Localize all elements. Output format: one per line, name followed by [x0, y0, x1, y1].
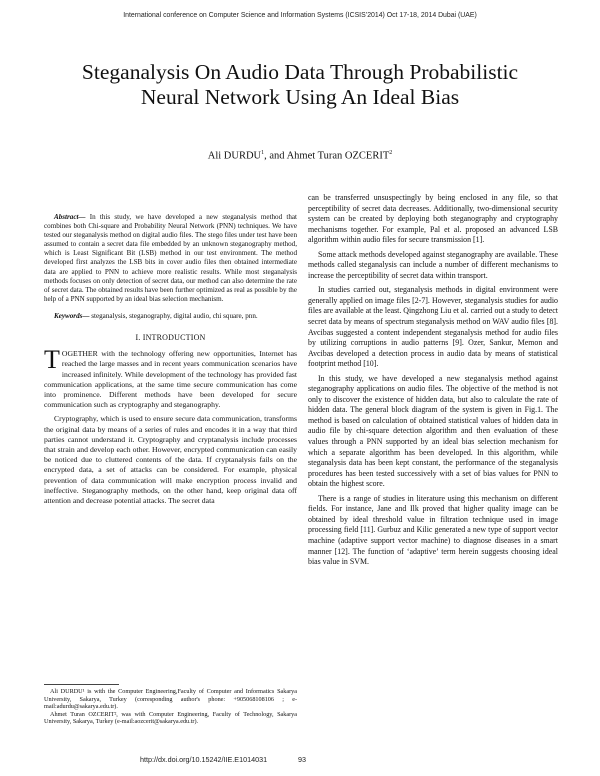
page-number: 93: [298, 755, 306, 764]
author-1: Ali DURDU: [207, 150, 262, 162]
footnote-author-2: Ahmet Turan OZCERIT², was with Computer Engineering, Faculty of Technology, Sakarya University, Sakarya, Turkey (e-mail:aozcerit@sakarya.edu.tr).: [44, 710, 297, 726]
keywords-text: steganalysis, steganography, digital audio, chi square, pnn.: [89, 311, 258, 320]
doi-link[interactable]: http://dx.doi.org/10.15242/IIE.E1014031: [140, 755, 268, 764]
abstract-text: In this study, we have developed a new steganalysis method that combines both Chi-square and Probability Neural Network (PNN) techniques. We have tested our steganalysis method on digital audio files. The stego files under test have been assumed to contain a secret data file embedded by an unknown steganography method, which is Least Significant Bit (LSB) method in our test environment. The method developed first analyzes the LSB bits in cover audio files then obtained intermediate data are applied to PNN to achieve more realistic results. While most steganalysis methods focuses on only detection of secret data, our method can also determine the rate of secret data. The obtained results have been further optimized as real as possible by the help of a PNN supported by an ideal bias selection mechanism.: [44, 213, 297, 303]
body-paragraph-4: In this study, we have developed a new steganalysis method against steganography applications on audio files. The objective of the method is not only to discover the existence of hidden data, but also to calculate the rate of hidden data. The general block diagram of the system is given in Fig.1. The method is based on calculation of obtained statistical values of hidden data in audio file by chi-square detection algorithm and then evaluation of these values through a PNN supported by an ideal bias selection mechanism for which a separate algorithm has been developed. In this algorithm, while steganalysis data has been kept constant, the performance of the steganalysis procedures has been tested successively with a set of bias values for PNN to obtain the highest score.: [308, 373, 558, 489]
footnote-divider: [44, 684, 119, 685]
intro-paragraph-1-text: OGETHER with the technology offering new opportunities, Internet has reached the large masses and in recent years communication scenarios have increased infinitely. While development of the technology has provided fast communication applications, at the same time secure communication has come into prominence. Different methods have been developed for secure communication such as cryptography and steganography.: [44, 349, 297, 410]
body-paragraph-3: In studies carried out, steganalysis methods in digital environment were generally applied on image files [2-7]. However, steganalysis studies for audio files are available at the least. Qingzhong Liu et al. carried out a study to detect secret data by means of spectrum steganalysis method on WAV audio files [8]. Avcibas suggested a content independent steganalysis method for audio files by utilizing corruptions in audio patterns [9]. Ozer, Sankur, Memon and Avcibas developed a detection process in audio data by means of statistical footprint method [10].: [308, 285, 558, 369]
intro-paragraph-2: Cryptography, which is used to ensure secure data communication, transforms the original data by means of a series of rules and encodes it in a way that third parties cannot understand it. Cryptography and cryptanalysis include processes that strain and develop each other. However, encrypted communication can easily be noticed due to cluttered contents of the data. If cryptanalysis fails on the encrypted data, a set of attacks can be considered. For example, physical prevention of data communication will make encryption process invalid and ineffective. Steganography methods, on the other hand, keep original data off attention and decrease potential attacks. The secret data: [44, 414, 297, 506]
right-column: [308, 193, 558, 572]
footnotes: [44, 688, 297, 726]
abstract: [44, 213, 297, 304]
keywords-label: Keywords—: [54, 311, 90, 320]
paper-title: Steganalysis On Audio Data Through Probabilistic Neural Network Using An Ideal Bias: [81, 60, 519, 109]
body-paragraph-1: can be transferred unsuspectingly by being enclosed in any file, so that perceptibility of secret data decreases. Additionally, two-dimensional security system can be created by deploying both steganography and cryptography mechanisms together. For example, Pal et al. proposed an advanced LSB algorithm within audio files for secure transmission [1].: [308, 193, 558, 245]
footnote-author-1: Ali DURDU¹ is with the Computer Engineering,Faculty of Computer and Informatics Sakarya University, Sakarya, Turkey (corresponding author's phone: +905068108106 ; e-mail:adurdu@sakarya.edu.tr).: [44, 688, 297, 711]
author-1-affiliation-mark: 1: [261, 150, 265, 156]
body-paragraph-5: There is a range of studies in literature using this mechanism on different fields. For instance, Jane and Ilk proved that higher quality image can be obtained by ideal threshold value in filtration technique used in image processing field [11]. Gurbuz and Kilic generated a new type of support vector machine (adaptive support vector machine) to diagnose diseases in a smart manner [12]. The function of ‘adaptive’ term herein suggests choosing ideal bias value in SVM.: [308, 493, 558, 567]
intro-paragraph-1: [44, 345, 297, 410]
left-column: [44, 207, 297, 510]
author-line: [0, 150, 600, 162]
drop-cap: T: [44, 345, 60, 375]
author-2: , and Ahmet Turan OZCERIT: [264, 150, 390, 162]
section-heading-introduction: I. INTRODUCTION: [135, 333, 206, 343]
abstract-label: Abstract—: [54, 213, 86, 221]
conference-header: International conference on Computer Science and Information Systems (ICSIS’2014) Oct 17-18, 2014 Dubai (UAE): [123, 12, 477, 19]
keywords: [44, 312, 297, 321]
author-2-affiliation-mark: 2: [389, 150, 393, 156]
body-paragraph-2: Some attack methods developed against steganography are available. These methods called steganalysis can include a number of different mechanisms to increase the perceptibility of secret data within transport.: [308, 249, 558, 280]
